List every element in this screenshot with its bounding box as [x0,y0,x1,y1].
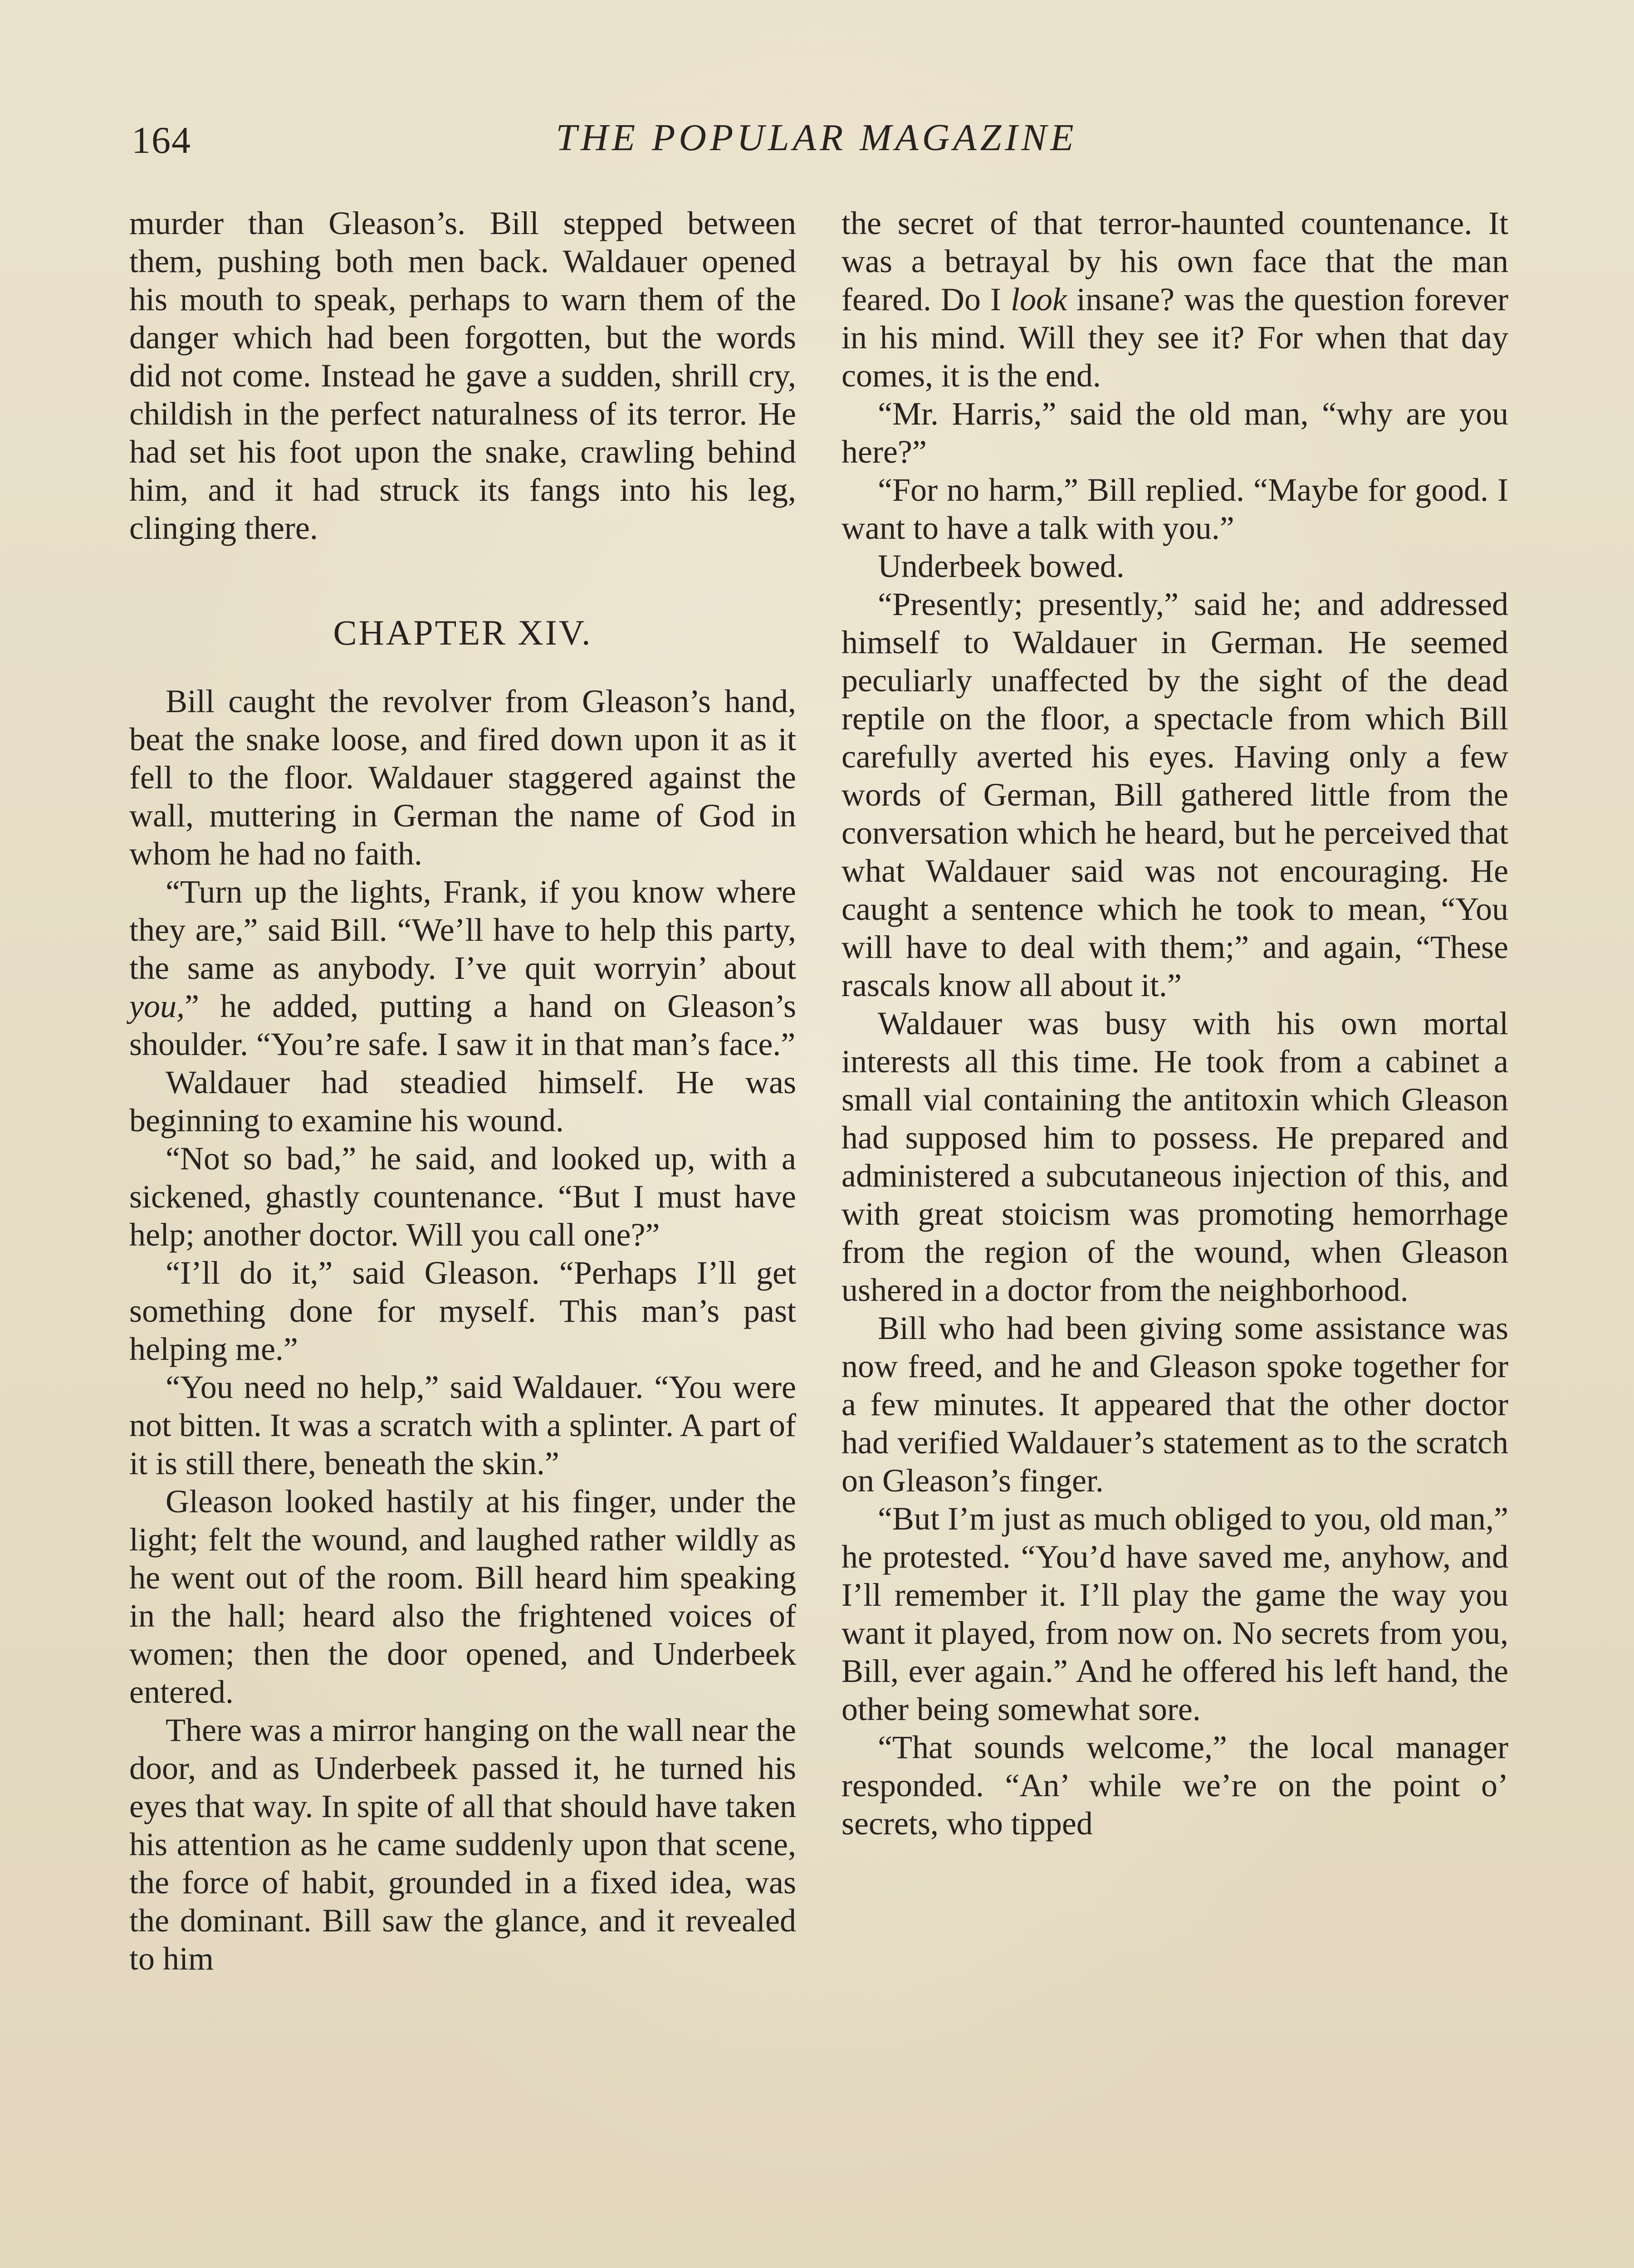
paragraph-text: insane? was the question forever in his mind. Will they see it? For when that day comes, it is the end. [841,281,1509,394]
paragraph-text: “Turn up the lights, Frank, if you know where they are,” said Bill. “We’ll have to help this party, the same as anybody. I’ve quit worryin’ about [129,874,796,986]
paragraph: “You need no help,” said Waldauer. “You were not bitten. It was a scratch with a splinter. A part of it is still there, beneath the skin.” [129,1369,796,1481]
paragraph: Bill who had been giving some assistance was now freed, and he and Gleason spoke together for a few minutes. It appeared that the other doctor had verified Waldauer’s statement as to the scratch on Gleason’s finger. [841,1310,1508,1499]
right-column [841,204,1508,1843]
paragraph: “That sounds welcome,” the local manager responded. “An’ while we’re on the point o’ secrets, who tipped [841,1729,1508,1842]
running-title: THE POPULAR MAGAZINE [556,117,1077,159]
chapter-heading: CHAPTER XIV. [333,613,592,652]
paragraph: “I’ll do it,” said Gleason. “Perhaps I’ll get something done for myself. This man’s past helping me.” [129,1255,796,1367]
paragraph: There was a mirror hanging on the wall near the door, and as Underbeek passed it, he turned his eyes that way. In spite of all that should have taken his attention as he came suddenly upon that scene, the force of habit, grounded in a fixed idea, was the dominant. Bill saw the glance, and it revealed to him [129,1712,796,1977]
italic-text: look [1011,281,1067,318]
paragraph: “Presently; presently,” said he; and addressed himself to Waldauer in German. He seemed peculiarly unaffected by the sight of the dead reptile on the floor, a spectacle from which Bill carefully averted his eyes. Having only a few words of German, Bill gathered little from the conversation which he heard, but he perceived that what Waldauer said was not encouraging. He caught a sentence which he took to mean, “You will have to deal with them;” and again, “These rascals know all about it.” [841,586,1508,1003]
paragraph: Bill caught the revolver from Gleason’s hand, beat the snake loose, and fired down upon it as it fell to the floor. Waldauer staggered against the wall, muttering in German the name of God in whom he had no faith. [129,683,796,872]
paragraph-text: the secret of that terror-haunted countenance. It was a betrayal by his own face that the man feared. Do I [841,205,1508,318]
paragraph: Gleason looked hastily at his finger, under the light; felt the wound, and laughed rather wildly as he went out of the room. Bill heard him speaking in the hall; heard also the frightened voices of women; then the door opened, and Underbeek entered. [129,1483,796,1710]
page-number: 164 [132,119,191,161]
paragraph: “But I’m just as much obliged to you, old man,” he protested. “You’d have saved me, anyhow, and I’ll remember it. I’ll play the game the way you want it played, from now on. No secrets from you, Bill, ever again.” And he offered his left hand, the other being somewhat sore. [841,1501,1508,1727]
paragraph: Underbeek bowed. [878,548,1125,584]
paragraph: Waldauer had steadied himself. He was beginning to examine his wound. [129,1064,796,1139]
paragraph: “Mr. Harris,” said the old man, “why are you here?” [841,396,1508,470]
paragraph: “Not so bad,” he said, and looked up, with a sickened, ghastly countenance. “But I must have help; another doctor. Will you call one?” [129,1140,796,1253]
italic-text: you, [129,988,185,1024]
paragraph: “For no harm,” Bill replied. “Maybe for good. I want to have a talk with you.” [841,472,1508,546]
paragraph [129,873,796,1063]
paragraph: murder than Gleason’s. Bill stepped between them, pushing both men back. Waldauer opened his mouth to speak, perhaps to warn them of the danger which had been forgotten, but the words did not come. Instead he gave a sudden, shrill cry, childish in the perfect naturalness of its terror. He had set his foot upon the snake, crawling behind him, and it had struck its fangs into his leg, clinging there. [129,205,796,546]
paragraph: Waldauer was busy with his own mortal interests all this time. He took from a cabinet a small vial containing the antitoxin which Gleason had supposed him to possess. He prepared and administered a subcutaneous injection of this, and with great stoicism was promoting hemorrhage from the region of the wound, when Gleason ushered in a doctor from the neighborhood. [841,1005,1508,1308]
paragraph-text: ” he added, putting a hand on Gleason’s shoulder. “You’re safe. I saw it in that man’s face.” [129,988,796,1062]
paragraph [841,204,1508,395]
left-column [129,204,796,1978]
